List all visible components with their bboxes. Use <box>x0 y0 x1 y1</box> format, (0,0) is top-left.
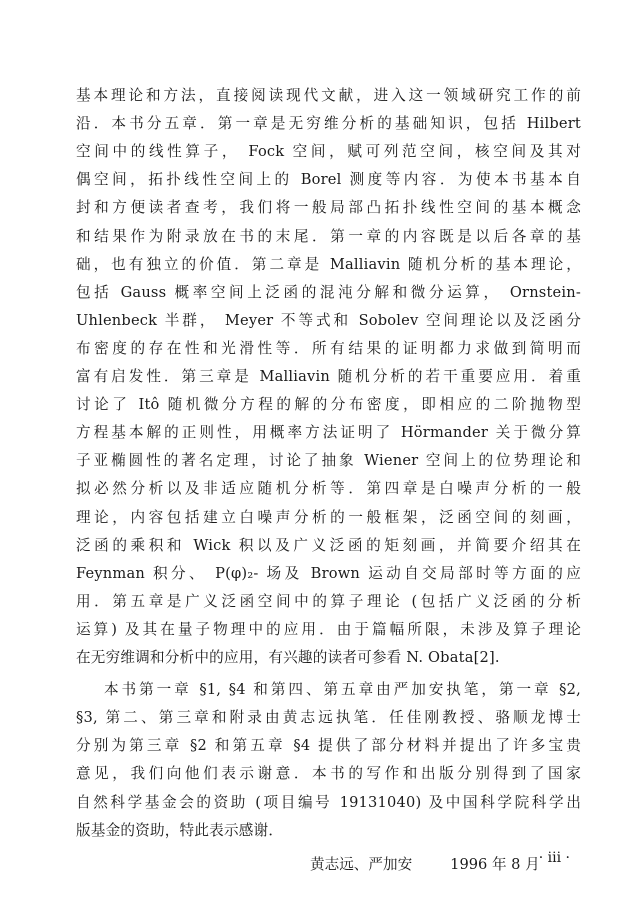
text-line: 泛函的乘积和 Wick 积以及广义泛函的矩刻画，并简要介绍其在 <box>76 536 581 554</box>
text-line: 子亚椭圆性的著名定理，讨论了抽象 Wiener 空间上的位势理论和 <box>76 452 581 470</box>
text-line: Uhlenbeck 半群， Meyer 不等式和 Sobolev 空间理论以及泛函分 <box>76 311 581 329</box>
text-line: 础，也有独立的价值．第二章是 Malliavin 随机分析的基本理论， <box>76 255 581 273</box>
text-line: 和结果作为附录放在书的末尾．第一章的内容既是以后各章的基 <box>76 227 581 245</box>
text-line: 方程基本解的正则性，用概率方法证明了 Hörmander 关于微分算 <box>76 424 581 442</box>
text-line: 布密度的存在性和光滑性等．所有结果的证明都力求做到简明而 <box>76 339 581 357</box>
text-line: Feynman 积分、 P(φ)₂- 场及 Brown 运动自交局部时等方面的应 <box>76 564 581 582</box>
text-line: 偶空间，拓扑线性空间上的 Borel 测度等内容．为使本书基本自 <box>76 171 581 189</box>
signature-date: 1996 年 8 月 <box>450 855 540 873</box>
page-number: · iii · <box>538 850 570 866</box>
text-line: 空间中的线性算子， Fock 空间，赋可列范空间，核空间及其对 <box>76 143 581 161</box>
text-line: 封和方便读者查考，我们将一般局部凸拓扑线性空间的基本概念 <box>76 199 581 217</box>
text-line: 在无穷维调和分析中的应用，有兴趣的读者可参看 N. Obata[2]. <box>76 649 500 666</box>
text-line: 基本理论和方法，直接阅读现代文献，进入这一领域研究工作的前 <box>76 87 581 104</box>
text-line: 意见，我们向他们表示谢意．本书的写作和出版分别得到了国家 <box>76 765 581 783</box>
signature <box>310 851 540 879</box>
text-line: 拟必然分析以及非适应随机分析等．第四章是白噪声分析的一般 <box>76 480 581 498</box>
text-line: 讨论了 Itô 随机微分方程的解的分布密度，即相应的二阶抛物型 <box>76 396 581 414</box>
signature-authors: 黄志远、严加安 <box>310 855 413 873</box>
text-line: 运算) 及其在量子物理中的应用．由于篇幅所限，未涉及算子理论 <box>76 620 581 638</box>
text-line: 理论，内容包括建立白噪声分析的一般框架，泛函空间的刻画， <box>76 508 581 526</box>
text-line: 版基金的资助，特此表示感谢． <box>76 821 284 839</box>
text-line: 包括 Gauss 概率空间上泛函的混沌分解和微分运算， Ornstein- <box>76 283 581 301</box>
text-line: 分别为第三章 §2 和第五章 §4 提供了部分材料并提出了许多宝贵 <box>76 737 581 755</box>
text-line: 自然科学基金会的资助 (项目编号 19131040) 及中国科学院科学出 <box>76 793 581 811</box>
text-line: 本书第一章 §1, §4 和第四、第五章由严加安执笔，第一章 §2, <box>104 681 581 699</box>
text-line: 沿．本书分五章．第一章是无穷维分析的基础知识，包括 Hilbert <box>76 115 581 133</box>
text-line: 富有启发性．第三章是 Malliavin 随机分析的若干重要应用．着重 <box>76 368 581 385</box>
text-line: §3, 第二、第三章和附录由黄志远执笔．任佳刚教授、骆顺龙博士 <box>76 709 581 727</box>
text-line: 用．第五章是广义泛函空间中的算子理论 (包括广义泛函的分析 <box>76 592 581 610</box>
